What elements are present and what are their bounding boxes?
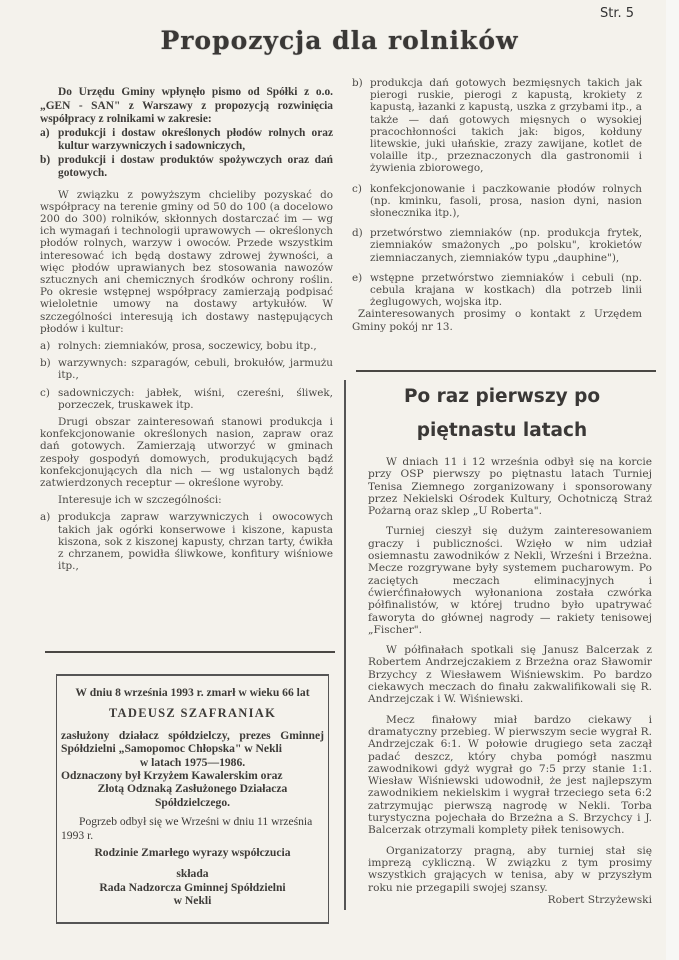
interest-item (352, 183, 642, 220)
item-text: produkcja zapraw warzywniczych i owocowych takich jak ogórki konserwowe i kiszone, kapusta kiszona, sok z kiszonej kapusty, chrzan tarty, ćwikła z chrzanem, powidła śliwkowe, konfitury wiśniowe itp., (58, 511, 333, 573)
item-label: b) (40, 357, 51, 370)
lead-item (40, 154, 333, 181)
item-label: d) (352, 227, 363, 240)
paragraph: Interesuje ich w szczególności: (58, 494, 222, 507)
item-label: b) (40, 153, 51, 166)
paragraph: Organizatorzy pragną, aby turniej stał się imprezą cykliczną. W związku z tym prosimy wszystkich grających w tenisa, aby w przyszłym roku nie przegapili swojej szansy. (368, 844, 652, 894)
article-closing: Zainteresowanych prosimy o kontakt z Urzędem Gminy pokój nr 13. (352, 308, 642, 333)
page-edge (666, 0, 679, 960)
obituary-from: w Nekli (173, 894, 212, 908)
crop-item (40, 340, 333, 352)
author-signature: Robert Strzyżewski (547, 893, 652, 906)
item-label: a) (40, 511, 51, 524)
article-title: Propozycja dla rolników (160, 26, 519, 55)
item-text: produkcji i dostaw określonych płodów rolnych oraz kultur warzywniczych i sadowniczych, (58, 126, 333, 152)
item-text: sadowniczych: jabłek, wiśni, czereśni, śliwek, porzeczek, truskawek itp. (58, 386, 333, 411)
paragraph: W półfinałach spotkali się Janusz Balcerzak z Robertem Andrzejczakiem z Brzeżna oraz Sławomir Brzychcy z Wiesławem Wiśniewskim. Po bardzo ciekawych meczach do finału zakwalifikowali się R. Andrzejczak i W. Wiśniewski. (368, 644, 652, 706)
item-text: rolnych: ziemniaków, prosa, soczewicy, bobu itp., (58, 339, 317, 352)
item-label: e) (352, 271, 363, 284)
item-label: a) (40, 339, 51, 352)
article-lead: Do Urzędu Gminy wpłynęło pismo od Spółki z o.o. „GEN - SAN" z Warszawy z propozycją rozwinięcia współpracy z rolnikami w zakresie: (40, 86, 333, 125)
obituary-bio: zasłużony działacz spółdzielczy, prezes Gminnej Spółdzielni „Samopomoc Chłopska" w Nekli (61, 728, 324, 756)
obituary-honors: Spółdzielczego. (154, 795, 231, 809)
item-text: przetwórstwo ziemniaków (np. produkcja frytek, ziemniaków smażonych „po polsku", krokietów ziemniaczanych, ziemniaków typu „dauphine"), (370, 227, 642, 264)
article2-body (368, 456, 652, 906)
obituary-years: w latach 1975—1986. (139, 755, 246, 769)
crop-item (40, 387, 333, 411)
item-label: c) (352, 182, 362, 195)
item-text: konfekcjonowanie i paczkowanie płodów rolnych (np. kminku, fasoli, prosa, nasion dyni, nasion słonecznika itp.), (370, 182, 642, 220)
crop-item (40, 357, 333, 381)
item-text: produkcji i dostaw produktów spożywczych oraz dań gotowych. (58, 153, 333, 179)
column-divider (344, 380, 346, 910)
item-text: wstępne przetwórstwo ziemniaków i cebuli (np. cebula krajana w kostkach) dla potrzeb linii żeglugowych, wojska itp. (370, 271, 642, 309)
obituary-notice (56, 674, 329, 924)
item-label: b) (352, 77, 363, 89)
paragraph: W związku z powyższym chcieliby pozyskać do współpracy na terenie gminy od 50 do 100 (a docelowo 200 do 300) rolników, skłonnych dostarczać im — wg ich wymagań i technologii uprawowych — określonych płodów rolnych, warzyw i owoców. Przede wszystkim interesować ich będą dostawy zdrowej żywności, a więc płodów uprawianych bez stosowania nawozów sztucznych ani chemicznych środków ochrony roślin. Po okresie wstępnej współpracy zamierzają podpisać wieloletnie umowy na dostawy artykułów. W szczególności interesują ich dostawy następujących płodów i kultur: (40, 188, 333, 335)
interest-item (352, 77, 642, 175)
obituary-funeral: Pogrzeb odbył się we Wrześni w dniu 11 września 1993 r. (61, 815, 313, 842)
obituary-honors: Odznaczony był Krzyżem Kawalerskim oraz (61, 769, 283, 783)
lead-item (40, 127, 333, 154)
article-left-column (40, 86, 333, 572)
item-label: a) (40, 126, 50, 139)
paragraph: Turniej cieszył się dużym zainteresowaniem graczy i publiczności. Wzięło w nim udział osiemnastu zawodników z Nekli, Wrześni i Brzeżna. Mecze rozgrywane były systemem pucharowym. Po zaciętych meczach eliminacyjnych i ćwierćfinałowych wyłonaniona została czwórka półfinalistów, w której trudno było upatrywać faworyta do głównej nagrody — rakiety tenisowej „Fischer". (368, 525, 652, 636)
obituary-headline: W dniu 8 września 1993 r. zmarł w wieku 66 lat (75, 686, 310, 699)
obituary-honors: Złotą Odznaką Zasłużonego Działacza (97, 782, 288, 796)
item-text: warzywnych: szparagów, cebuli, brokułów, jarmużu itp., (58, 357, 333, 382)
paragraph: Drugi obszar zainteresowań stanowi produkcja i konfekcjonowanie określonych nasion, zapraw oraz dań gotowych. Zamierzają utworzyć w gminach zespoły gospodyń domowych, produkujących bądź konfekcjonujących dla nich — wg ustalonych bądź zatwierdzonych receptur — określone wyroby. (40, 415, 333, 489)
divider-rule (45, 651, 335, 653)
obituary-condolence: Rodzinie Zmarłego wyrazy współczucia (94, 846, 291, 860)
obituary-name: TADEUSZ SZAFRANIAK (108, 706, 277, 721)
interest-item (352, 272, 642, 309)
item-text: produkcja dań gotowych bezmięsnych takich jak pierogi ruskie, pierogi z kapustą, krokiety z kapustą, łazanki z kapustą, uszka z grzybami itp., a także — dań gotowych mięsnych o wysokiej pracochłonności takich jak: bigos, kołduny litewskie, juki ułańskie, zrazy zawijane, kotlet de volaille itp., przeznaczonych dla gastronomii i żywienia zbiorowego, (370, 77, 642, 175)
paragraph: Mecz finałowy miał bardzo ciekawy i dramatyczny przebieg. W pierwszym secie wygrał R. Andrzejczak 6:1. W połowie drugiego seta zaczął padać deszcz, który chyba pomógł naszmu zawodnikowi gdyż wygrał go 7:5 przy stanie 1:1. Wiesław Wiśniewski udowodnił, że jest najlepszym zawodnikiem nekielskim i wygrał trzeciego seta 6:2 zatrzymując pierwszą nagrodę w Nekli. Torba turystyczna pojechała do Brzeżna a S. Brzychcy i J. Balcerzak otrzymali komplety piłek tenisowych. (368, 713, 652, 837)
obituary-from: składa (176, 867, 209, 881)
article2-title-line1: Po raz pierwszy po (403, 386, 601, 407)
paragraph: W dniach 11 i 12 września odbył się na korcie przy OSP pierwszy po piętnastu latach Turniej Tenisa Ziemnego zorganizowany i sponsorowany przez Nekielski Ośrodek Kultury, Ochotniczą Straż Pożarną oraz sklep „U Roberta". (368, 456, 652, 518)
article-right-column (352, 77, 642, 333)
article2-title-line2: piętnastu latach (416, 420, 588, 441)
obituary-from: Rada Nadzorcza Gminnej Spółdzielni (99, 880, 286, 894)
page-number: Str. 5 (600, 6, 635, 21)
interest-item (40, 511, 333, 572)
item-label: c) (40, 386, 50, 399)
interest-item (352, 227, 642, 264)
divider-rule (356, 370, 656, 372)
